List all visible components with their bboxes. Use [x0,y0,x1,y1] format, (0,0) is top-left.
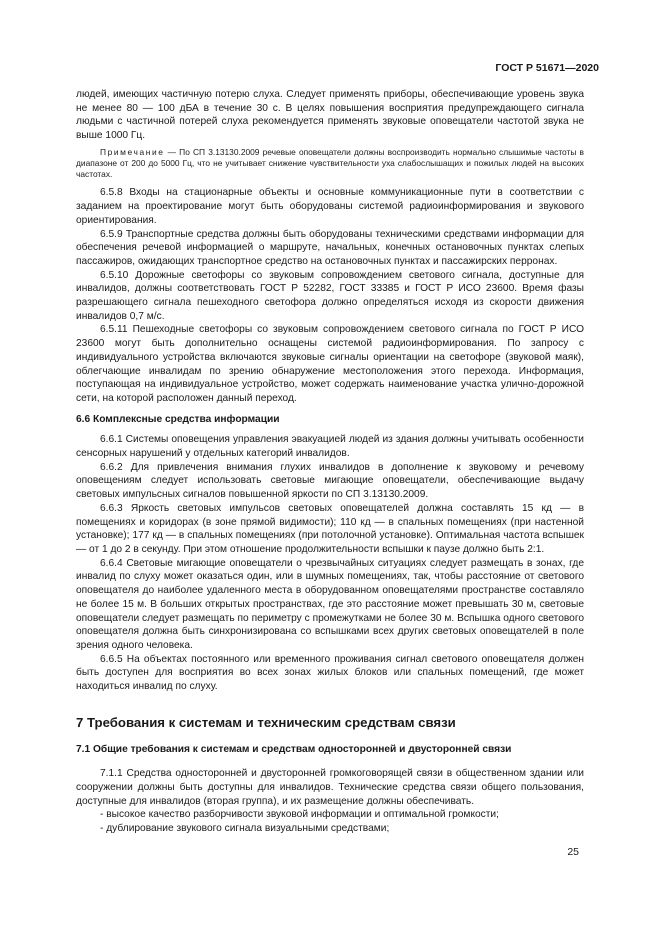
paragraph-6-6-1: 6.6.1 Системы оповещения управления эвакуацией людей из здания должны учитывать особенности сенсорных нарушений у отдельных категорий инвалидов. [76,434,584,460]
note-text: — По СП 3.13130.2009 речевые оповещатели должны воспроизводить нормально слышимые частоты в диапазоне от 200 до 5000 Гц, что не учитывает снижение чувствительности уха слабослышащих и пожилых людей на высоких частотах. [76,146,584,180]
paragraph-6-6-3: 6.6.3 Яркость световых импульсов световых оповещателей должна составлять 15 кд — в помещениях и коридорах (в зоне прямой видимости); 110 кд — в спальных помещениях (при настенной установке); 177 кд — в спальных помещениях (при потолочной установке). Оптимальная частота вспышек — от 1 до 2 в секунду. При этом отношение продолжительности вспышки к паузе должно быть 2:1. [76,502,584,555]
note [76,147,584,181]
document-code-header: ГОСТ Р 51671—2020 [495,62,599,74]
list-item: - дублирование звукового сигнала визуальными средствами; [100,822,390,834]
heading-6-6: 6.6 Комплексные средства информации [76,413,280,425]
paragraph-continuation: людей, имеющих частичную потерю слуха. Следует применять приборы, обеспечивающие уровень звука не менее 80 — 100 дБА в течение 30 с. В целях повышения восприятия предупреждающего сигнала людьми с частичной потерей слуха рекомендуется применять звуковые оповещатели частотой звука не выше 1000 Гц. [76,89,584,142]
paragraph-6-5-10: 6.5.10 Дорожные светофоры со звуковым сопровождением светового сигнала, доступные для инвалидов, должны соответствовать ГОСТ Р 52282, ГОСТ 33385 и ГОСТ Р ИСО 23600. Время фазы разрешающего сигнала пешеходного светофора должно определяться исходя из скорости движения инвалидов 0,7 м/с. [76,269,584,322]
heading-section-7: 7 Требования к системам и техническим средствам связи [76,714,456,730]
paragraph-6-6-5: 6.6.5 На объектах постоянного или временного проживания сигнал светового оповещателя должен быть доступен для восприятия во всех зонах жилых блоков или спальных помещений, где может находиться инвалид по слуху. [76,653,584,693]
paragraph-6-5-11: 6.5.11 Пешеходные светофоры со звуковым сопровождением светового сигнала по ГОСТ Р ИСО 23600 могут быть дополнительно оснащены системой радиоинформирования. По запросу с индивидуального устройства включаются звуковые сигналы ориентации на светофоре (звуковой маяк), облегчающие инвалидам по зрению обнаружение местоположения этого перехода. Информация, поступающая на индивидуальное устройство, может содержать наименование участка улично-дорожной сети, на которой расположен данный переход. [76,324,584,404]
paragraph-6-5-9: 6.5.9 Транспортные средства должны быть оборудованы техническими средствами информации для обеспечения речевой информацией о маршруте, начальных, конечных остановочных пунктах слепых пассажиров, ожидающих транспортное средство на остановочных пунктах и пассажирских перронах. [76,228,584,267]
note-label: Примечание [100,146,165,157]
list-item: - высокое качество разборчивости звуковой информации и оптимальной громкости; [100,809,499,821]
paragraph-6-6-4: 6.6.4 Световые мигающие оповещатели о чрезвычайных ситуациях следует размещать в зонах, где инвалид по слуху может оказаться один, или в шумных помещениях, так, чтобы расстояние от светового оповещателя до наиболее удаленного места в оборудованном оповещателями пространстве составляло не более 15 м. В больших открытых пространствах, где это расстояние может превышать 30 м, световые оповещатели следует размещать по периметру с промежутками не более 30 м. Вспышка одного светового оповещателя должна быть синхронизирована со вспышками всех других световых оповещателей в поле зрения одного человека. [76,557,584,651]
page-content [76,88,584,836]
heading-7-1: 7.1 Общие требования к системам и средствам односторонней и двусторонней связи [76,744,512,756]
paragraph-7-1-1: 7.1.1 Средства односторонней и двусторонней громкоговорящей связи в общественном здании или сооружении должны быть доступны для инвалидов. Технические средства связи общего пользования, доступные для инвалидов (вторая группа), и их размещение должны обеспечивать. [76,768,584,807]
paragraph-6-6-2: 6.6.2 Для привлечения внимания глухих инвалидов в дополнение к звуковому и речевому оповещениям следует использовать световые мигающие оповещатели, обеспечивающие выдачу световых импульсных сигналов повышенной яркости по СП 3.13130.2009. [76,461,584,501]
paragraph-6-5-8: 6.5.8 Входы на стационарные объекты и основные коммуникационные пути в соответствии с заданием на проектирование могут быть оборудованы системой радиоинформирования и звукового ориентирования. [76,187,584,226]
page-number: 25 [567,846,579,858]
